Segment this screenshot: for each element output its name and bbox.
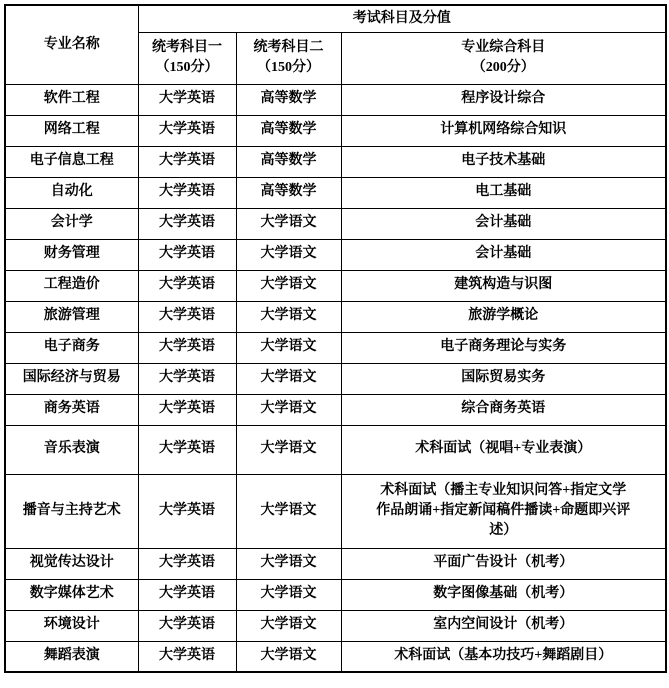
subject1-cell: 大学英语 [138, 146, 236, 177]
subject2-cell: 大学语文 [236, 610, 341, 641]
table-row [5, 177, 666, 208]
table-header [5, 5, 666, 84]
comprehensive-cell: 计算机网络综合知识 [341, 115, 666, 146]
subject1-cell: 大学英语 [138, 115, 236, 146]
comprehensive-cell: 建筑构造与识图 [341, 270, 666, 301]
table-row [5, 146, 666, 177]
subject1-cell: 大学英语 [138, 301, 236, 332]
major-cell: 自动化 [5, 177, 138, 208]
major-cell: 播音与主持艺术 [5, 474, 138, 548]
major-cell: 工程造价 [5, 270, 138, 301]
subject2-cell: 大学语文 [236, 332, 341, 363]
header-subject1-title: 统考科目一 [152, 39, 222, 55]
subject1-cell: 大学英语 [138, 579, 236, 610]
subject2-cell: 大学语文 [236, 425, 341, 474]
table-row [5, 115, 666, 146]
table-row [5, 548, 666, 579]
major-cell: 电子商务 [5, 332, 138, 363]
comprehensive-cell: 电工基础 [341, 177, 666, 208]
subject2-cell: 大学语文 [236, 270, 341, 301]
major-cell: 视觉传达设计 [5, 548, 138, 579]
subject2-cell: 高等数学 [236, 115, 341, 146]
comprehensive-cell: 国际贸易实务 [341, 363, 666, 394]
major-cell: 音乐表演 [5, 425, 138, 474]
comprehensive-cell: 程序设计综合 [341, 84, 666, 115]
major-cell: 财务管理 [5, 239, 138, 270]
table-row [5, 641, 666, 672]
header-subject2 [236, 32, 341, 84]
comprehensive-cell: 会计基础 [341, 208, 666, 239]
major-cell: 数字媒体艺术 [5, 579, 138, 610]
subject2-cell: 大学语文 [236, 474, 341, 548]
header-subject1-score: （150分） [155, 60, 219, 75]
subject1-cell: 大学英语 [138, 177, 236, 208]
comprehensive-cell: 室内空间设计（机考） [341, 610, 666, 641]
table-row [5, 208, 666, 239]
subject1-cell: 大学英语 [138, 474, 236, 548]
subject2-cell: 大学语文 [236, 301, 341, 332]
subject1-cell: 大学英语 [138, 332, 236, 363]
subject1-cell: 大学英语 [138, 425, 236, 474]
major-cell: 软件工程 [5, 84, 138, 115]
subject2-cell: 高等数学 [236, 177, 341, 208]
header-comprehensive [341, 32, 666, 84]
comprehensive-cell: 术科面试（视唱+专业表演） [341, 425, 666, 474]
subject2-cell: 大学语文 [236, 579, 341, 610]
comprehensive-cell: 平面广告设计（机考） [341, 548, 666, 579]
table-row [5, 363, 666, 394]
subject2-cell: 大学语文 [236, 394, 341, 425]
header-subject1 [138, 32, 236, 84]
comprehensive-cell: 综合商务英语 [341, 394, 666, 425]
comprehensive-cell: 旅游学概论 [341, 301, 666, 332]
table-row [5, 239, 666, 270]
subject2-cell: 大学语文 [236, 208, 341, 239]
table-row [5, 474, 666, 548]
major-cell: 环境设计 [5, 610, 138, 641]
major-cell: 电子信息工程 [5, 146, 138, 177]
subject2-cell: 大学语文 [236, 548, 341, 579]
comprehensive-cell: 数字图像基础（机考） [341, 579, 666, 610]
table-row [5, 394, 666, 425]
subject1-cell: 大学英语 [138, 239, 236, 270]
subject2-cell: 大学语文 [236, 239, 341, 270]
header-subject2-title: 统考科目二 [253, 39, 324, 55]
subject1-cell: 大学英语 [138, 84, 236, 115]
subject2-cell: 高等数学 [236, 146, 341, 177]
exam-subjects-table [4, 4, 667, 673]
subject1-cell: 大学英语 [138, 641, 236, 672]
comprehensive-cell: 术科面试（基本功技巧+舞蹈剧目） [341, 641, 666, 672]
subject2-cell: 高等数学 [236, 84, 341, 115]
table-row [5, 610, 666, 641]
subject1-cell: 大学英语 [138, 270, 236, 301]
comprehensive-cell: 电子商务理论与实务 [341, 332, 666, 363]
major-cell: 会计学 [5, 208, 138, 239]
subject1-cell: 大学英语 [138, 208, 236, 239]
table-row [5, 301, 666, 332]
table-row [5, 425, 666, 474]
major-cell: 国际经济与贸易 [5, 363, 138, 394]
major-cell: 舞蹈表演 [5, 641, 138, 672]
table-row [5, 579, 666, 610]
comprehensive-cell: 会计基础 [341, 239, 666, 270]
subject1-cell: 大学英语 [138, 548, 236, 579]
major-cell: 网络工程 [5, 115, 138, 146]
table-body [5, 84, 666, 672]
header-major-name: 专业名称 [5, 5, 138, 84]
table-row [5, 332, 666, 363]
comprehensive-cell: 电子技术基础 [341, 146, 666, 177]
major-cell: 旅游管理 [5, 301, 138, 332]
header-comprehensive-score: （200分） [471, 60, 535, 75]
header-exam-group: 考试科目及分值 [138, 5, 666, 32]
header-row-top [5, 5, 666, 32]
subject1-cell: 大学英语 [138, 610, 236, 641]
subject1-cell: 大学英语 [138, 394, 236, 425]
table-row [5, 84, 666, 115]
comprehensive-cell: 术科面试（播主专业知识问答+指定文学作品朗诵+指定新闻稿件播读+命题即兴评述） [341, 474, 666, 548]
header-comprehensive-title: 专业综合科目 [461, 39, 546, 55]
header-subject2-score: （150分） [257, 60, 320, 75]
subject1-cell: 大学英语 [138, 363, 236, 394]
major-cell: 商务英语 [5, 394, 138, 425]
table-row [5, 270, 666, 301]
subject2-cell: 大学语文 [236, 641, 341, 672]
subject2-cell: 大学语文 [236, 363, 341, 394]
